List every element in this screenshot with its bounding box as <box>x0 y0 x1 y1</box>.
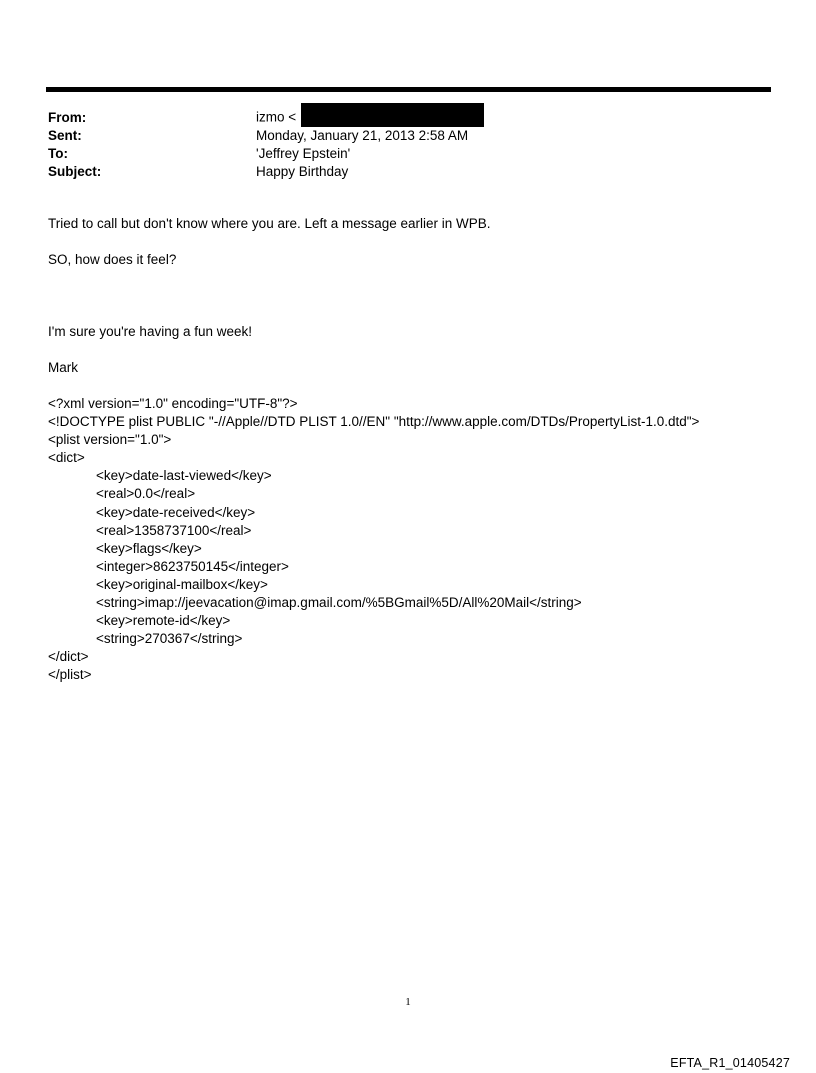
plist-line: <real>0.0</real> <box>96 486 196 502</box>
email-header <box>48 109 748 181</box>
from-label: From: <box>48 110 87 125</box>
sent-label: Sent: <box>48 128 82 143</box>
sent-row <box>48 127 748 145</box>
from-row <box>48 109 748 127</box>
plist-line: <key>remote-id</key> <box>96 613 231 629</box>
plist-line: <key>date-last-viewed</key> <box>96 468 272 484</box>
to-value: 'Jeffrey Epstein' <box>256 146 351 161</box>
from-text: izmo < <box>256 109 297 125</box>
sent-value: Monday, January 21, 2013 2:58 AM <box>256 128 469 143</box>
plist-line: <plist version="1.0"> <box>48 432 172 448</box>
subject-value: Happy Birthday <box>256 164 349 179</box>
to-row <box>48 145 748 163</box>
subject-row <box>48 163 748 181</box>
plist-line: <key>original-mailbox</key> <box>96 576 268 592</box>
signature: Mark <box>48 360 78 375</box>
document-id: EFTA_R1_01405427 <box>670 1056 790 1070</box>
plist-line: <integer>8623750145</integer> <box>96 558 289 574</box>
plist-line: <!DOCTYPE plist PUBLIC "-//Apple//DTD PLIST 1.0//EN" "http://www.apple.com/DTDs/PropertyList-1.0.dtd"> <box>48 414 700 430</box>
subject-label: Subject: <box>48 164 102 179</box>
plist-line: <dict> <box>48 450 85 466</box>
plist-line: <real>1358737100</real> <box>96 522 252 538</box>
plist-line: <key>date-received</key> <box>96 504 256 520</box>
body-paragraph: I'm sure you're having a fun week! <box>48 324 253 339</box>
body-paragraph: Tried to call but don't know where you are. Left a message earlier in WPB. <box>48 216 491 231</box>
plist-line: <string>imap://jeevacation@imap.gmail.com/%5BGmail%5D/All%20Mail</string> <box>96 595 582 611</box>
to-label: To: <box>48 146 68 161</box>
redaction-block <box>301 103 484 127</box>
plist-line: <string>270367</string> <box>96 631 243 647</box>
plist-line: </dict> <box>48 649 89 665</box>
header-divider <box>46 87 771 92</box>
plist-block <box>48 395 788 685</box>
page-number: 1 <box>405 996 411 1008</box>
plist-line: </plist> <box>48 667 92 683</box>
body-paragraph: SO, how does it feel? <box>48 252 177 267</box>
plist-line: <key>flags</key> <box>96 540 202 556</box>
plist-line: <?xml version="1.0" encoding="UTF-8"?> <box>48 396 298 411</box>
